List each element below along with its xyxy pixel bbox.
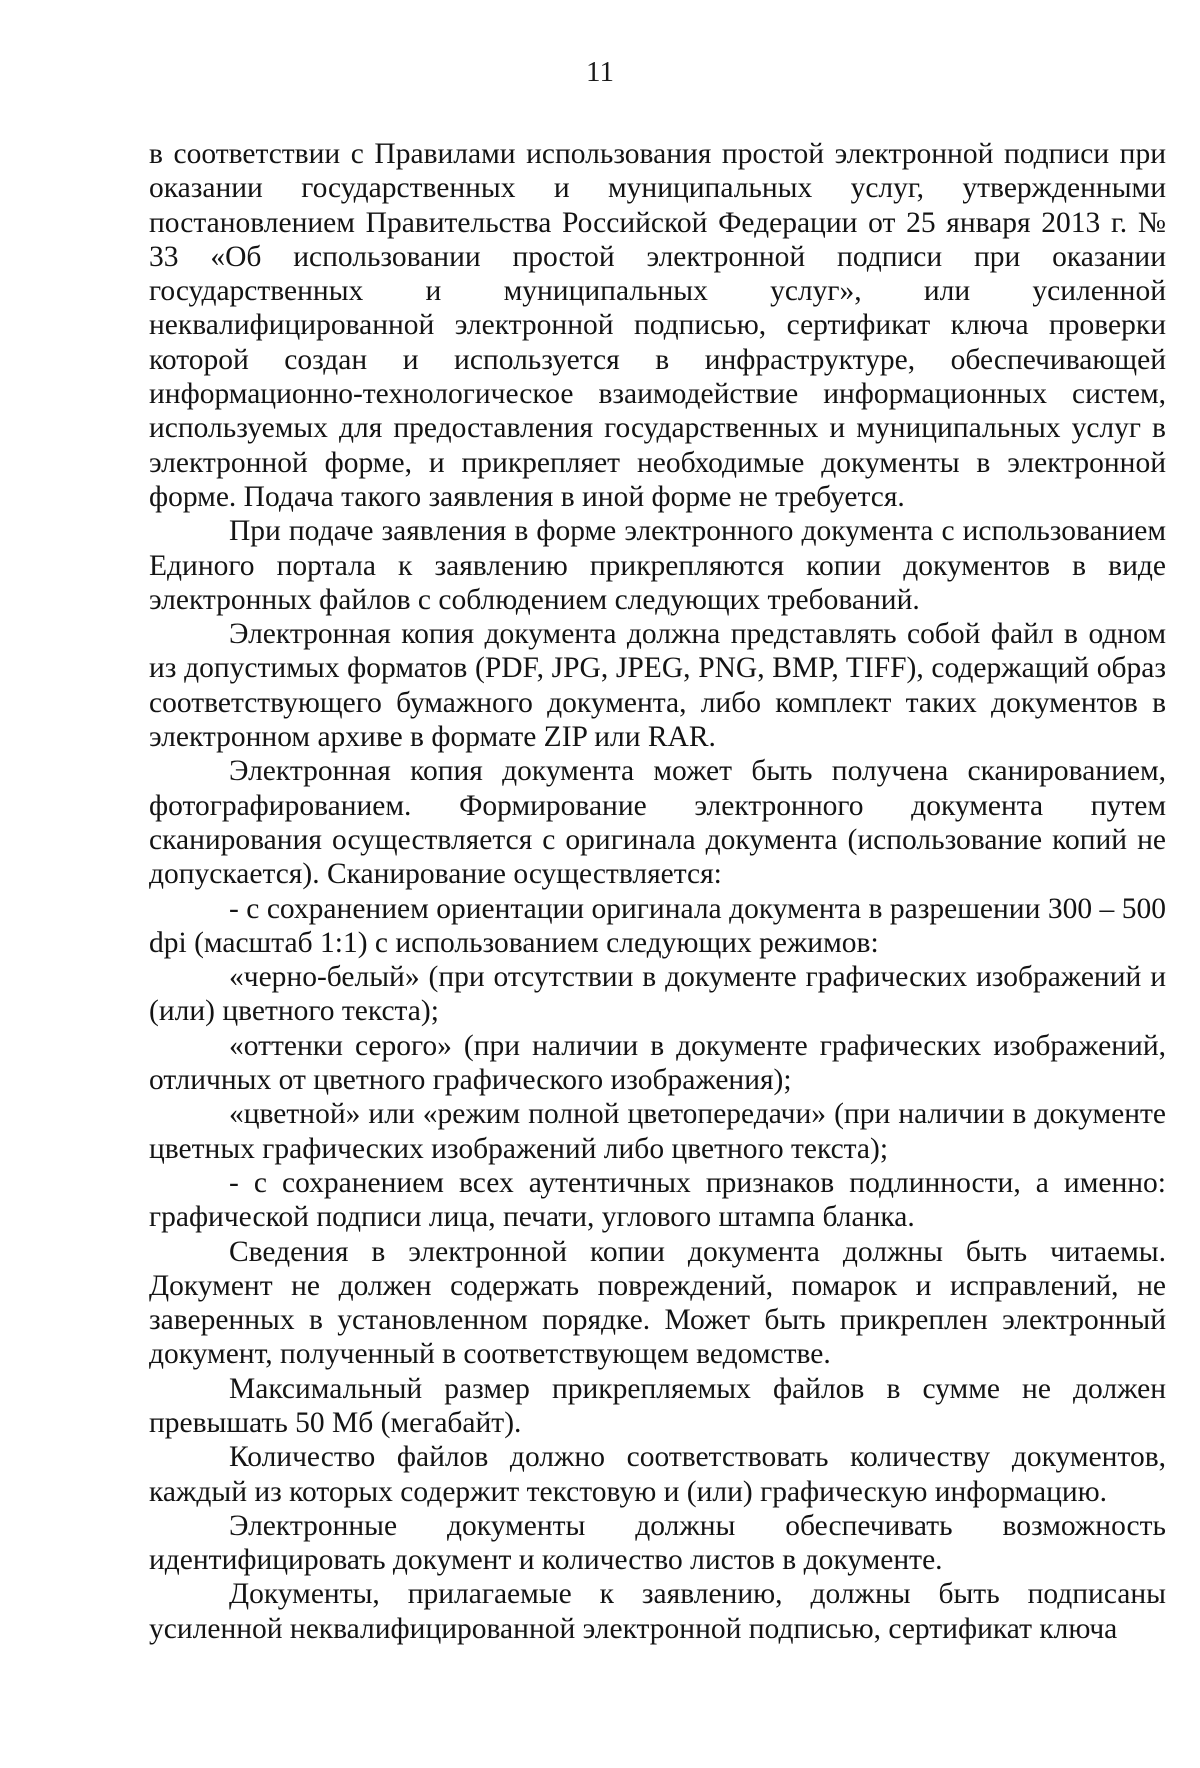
paragraph-readability: Сведения в электронной копии документа должны быть читаемы. Документ не должен содержать повреждений, помарок и исправлений, не заверенных в установленном порядке. Может быть прикреплен электронный документ, полученный в соответствующем ведомстве. <box>149 1235 1166 1371</box>
list-item-orientation: - с сохранением ориентации оригинала документа в разрешении 300 – 500 dpi (масштаб 1:1) с использованием следующих режимов: <box>149 892 1166 959</box>
list-item-black-white: «черно-белый» (при отсутствии в документе графических изображений и (или) цветного текста); <box>149 961 1166 1028</box>
paragraph-max-size: Максимальный размер прикрепляемых файлов в сумме не должен превышать 50 Мб (мегабайт). <box>149 1372 1166 1439</box>
paragraph-continuation: в соответствии с Правилами использования простой электронной подписи при оказании государственных и муниципальных услуг, утвержденными постановлением Правительства Российской Федерации от 25 января 2013 г. № 33 «Об использовании простой электронной подписи при оказании государственных и муниципальных услуг», или усиленной неквалифицированной электронной подписью, сертификат ключа проверки которой создан и используется в инфраструктуре, обеспечивающей информационно-технологическое взаимодействие информационных систем, используемых для предоставления государственных и муниципальных услуг в электронной форме, и прикрепляет необходимые документы в электронной форме. Подача такого заявления в иной форме не требуется. <box>149 138 1166 513</box>
list-item-grayscale: «оттенки серого» (при наличии в документе графических изображений, отличных от цветного графического изображения); <box>149 1029 1166 1097</box>
document-body <box>149 137 1166 1646</box>
list-item-authenticity: - с сохранением всех аутентичных признаков подлинности, а именно: графической подписи лица, печати, углового штампа бланка. <box>149 1166 1166 1234</box>
paragraph-file-formats: Электронная копия документа должна представлять собой файл в одном из допустимых форматов (PDF, JPG, JPEG, PNG, BMP, TIFF), содержащий образ соответствующего бумажного документа, либо комплект таких документов в электронном архиве в формате ZIP или RAR. <box>149 618 1166 754</box>
paragraph-file-count: Количество файлов должно соответствовать количеству документов, каждый из которых содержит текстовую и (или) графическую информацию. <box>149 1441 1166 1508</box>
page-number: 11 <box>586 56 614 88</box>
paragraph-scanning: Электронная копия документа может быть получена сканированием, фотографированием. Формирование электронного документа путем сканирования осуществляется с оригинала документа (использование копий не допускается). Сканирование осуществляется: <box>149 755 1166 891</box>
paragraph-signature: Документы, прилагаемые к заявлению, должны быть подписаны усиленной неквалифицированной электронной подписью, сертификат ключа <box>149 1578 1166 1645</box>
list-item-color: «цветной» или «режим полной цветопередачи» (при наличии в документе цветных графических изображений либо цветного текста); <box>149 1098 1166 1165</box>
paragraph-identification: Электронные документы должны обеспечивать возможность идентифицировать документ и количество листов в документе. <box>149 1509 1166 1577</box>
paragraph-portal-submission: При подаче заявления в форме электронного документа с использованием Единого портала к заявлению прикрепляются копии документов в виде электронных файлов с соблюдением следующих требований. <box>149 515 1166 616</box>
